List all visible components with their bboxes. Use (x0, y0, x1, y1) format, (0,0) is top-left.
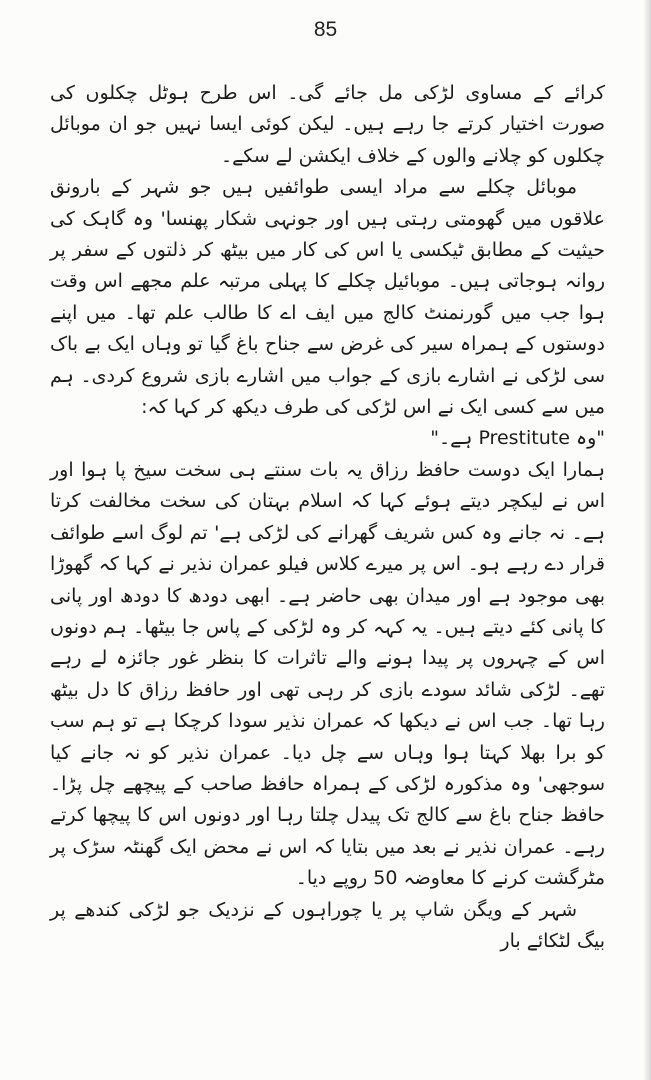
paragraph: کرائے کے مساوی لڑکی مل جائے گی۔ اس طرح ہوٹل چکلوں کی صورت اختیار کرتے جا رہے ہیں۔ لیکن کوئی ایسا نہیں جو ان موبائل چکلوں کو چلانے والوں کے خلاف ایکشن لے سکے۔ (50, 82, 605, 167)
page-number: 85 (313, 18, 338, 41)
paragraph: ہمارا ایک دوست حافظ رزاق یہ بات سنتے ہی سخت سیخ پا ہوا اور اس نے لیکچر دیتے ہوئے کہا کہ اسلام بہتان کی سخت مخالفت کرتا ہے۔ نہ جانے وہ کس شریف گھرانے کی لڑکی ہے' تم لوگ اسے طوائف قرار دے رہے ہو۔ اس پر میرے کلاس فیلو عمران نذیر نے کہا کہ گھوڑا بھی موجود ہے اور میدان بھی حاضر ہے۔ ابھی دودھ کا دودھ اور پانی کا پانی کئے دیتے ہیں۔ یہ کہہ کر وہ لڑکی کے پاس جا بیٹھا۔ ہم دونوں اس کے چہروں پر پیدا ہونے والے تاثرات کا بنظر غور جائزہ لے رہے تھے۔ لڑکی شائد سودے بازی کر رہی تھی اور حافظ رزاق کا دل بیٹھ رہا تھا۔ جب اس نے دیکھا کہ عمران نذیر سودا کرچکا ہے تو ہم سب کو برا بھلا کہتا ہوا وہاں سے چل دیا۔ عمران نذیر کو نہ جانے کیا سوجھی' وہ مذکورہ لڑکی کے ہمراہ حافظ صاحب کے پیچھے چل پڑا۔ حافظ جناح باغ سے کالج تک پیدل چلتا رہا اور دونوں اس کا پیچھا کرتے رہے۔ عمران نذیر نے بعد میں بتایا کہ اس نے محض ایک گھنٹہ سڑک پر مٹرگشت کرنے کا معاوضہ 50 روپے دیا۔ (50, 458, 605, 890)
body-text (50, 78, 605, 957)
paragraph: شہر کے ویگن شاپ پر یا چوراہوں کے نزدیک جو لڑکی کندھے پر بیگ لٹکائے بار (50, 898, 605, 952)
paragraph: موبائل چکلے سے مراد ایسی طوائفیں ہیں جو شہر کے بارونق علاقوں میں گھومتی رہتی ہیں اور جونہی شکار پھنسا' وہ گاہک کی حیثیت کے مطابق ٹیکسی یا اس کی کار میں بیٹھ کر ذلتوں کے سفر پر روانہ ہوجاتی ہیں۔ موبائیل چکلے کا پہلی مرتبہ علم مجھے اس وقت ہوا جب میں گورنمنٹ کالج میں ایف اے کا طالب علم تھا۔ میں اپنے دوستوں کے ہمراہ سیر کی غرض سے جناح باغ گیا تو وہاں ایک بے باک سی لڑکی نے اشارے بازی کے جواب میں اشارے بازی شروع کردی۔ ہم میں سے کسی ایک نے اس لڑکی کی طرف دیکھ کر کہا کہ: (50, 176, 605, 419)
quoted-line: "وہ Prestitute ہے۔" (430, 427, 605, 450)
page-binding-edge (643, 0, 651, 1080)
